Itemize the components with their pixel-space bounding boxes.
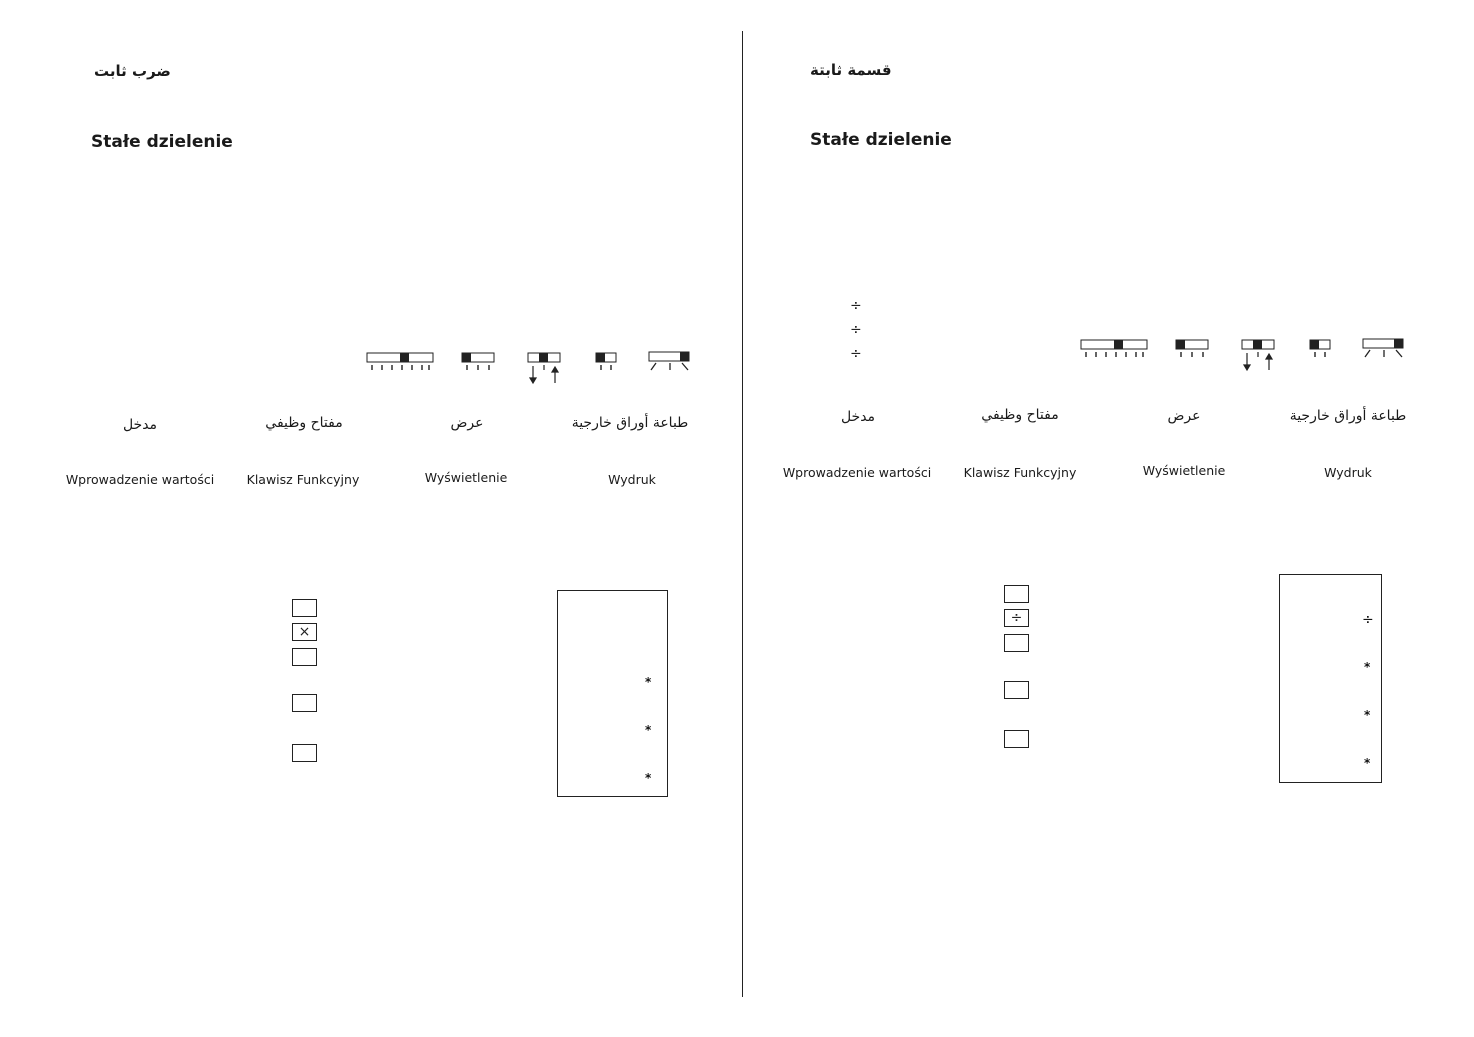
header-display-polish: Wyświetlenie — [424, 470, 508, 485]
function-key-box — [292, 599, 317, 617]
right-title-arabic: قسمة ثابتة — [810, 61, 892, 79]
header-display-arabic: عرض — [450, 415, 484, 431]
item-count-switch-icon — [595, 352, 619, 382]
header-input-polish: Wprowadzenie wartości — [782, 465, 932, 480]
header-printout-polish: Wydruk — [1324, 465, 1372, 480]
function-key-box — [1004, 681, 1029, 699]
print-switch-icon — [648, 351, 692, 381]
print-mark: * — [645, 723, 652, 737]
print-mark: * — [1364, 708, 1371, 722]
printout-paper — [1279, 574, 1382, 783]
header-function-key-polish: Klawisz Funkcyjny — [963, 465, 1077, 480]
header-function-key-arabic: مفتاح وظيفي — [265, 415, 343, 431]
function-key-box — [292, 694, 317, 712]
decimal-selector-switch-icon — [366, 352, 436, 382]
function-key-box — [1004, 634, 1029, 652]
header-function-key-arabic: مفتاح وظيفي — [981, 407, 1059, 423]
multiply-key-box: × — [292, 623, 317, 641]
left-title-polish: Stałe dzielenie — [91, 132, 233, 152]
round-up-down-switch-icon — [527, 352, 563, 386]
printout-paper — [557, 590, 668, 797]
input-divide-mark: ÷ — [850, 346, 862, 362]
header-input-arabic: مدخل — [840, 409, 876, 425]
print-mark: * — [1364, 660, 1371, 674]
print-mark: ÷ — [1362, 612, 1374, 628]
print-mark: * — [645, 675, 652, 689]
header-input-polish: Wprowadzenie wartości — [65, 472, 215, 487]
print-mark: * — [1364, 756, 1371, 770]
rounding-switch-icon — [461, 352, 497, 382]
header-input-arabic: مدخل — [122, 417, 158, 433]
decimal-selector-switch-icon — [1080, 339, 1150, 369]
page-divider — [742, 31, 743, 997]
divide-key-box: ÷ — [1004, 609, 1029, 627]
header-printout-arabic: طباعة أوراق خارجية — [571, 415, 689, 431]
header-display-arabic: عرض — [1167, 408, 1201, 424]
input-divide-mark: ÷ — [850, 298, 862, 314]
input-divide-mark: ÷ — [850, 322, 862, 338]
function-key-box — [1004, 585, 1029, 603]
item-count-switch-icon — [1309, 339, 1333, 369]
round-up-down-switch-icon — [1241, 339, 1277, 373]
header-printout-arabic: طباعة أوراق خارجية — [1289, 408, 1407, 424]
rounding-switch-icon — [1175, 339, 1211, 369]
function-key-box — [292, 648, 317, 666]
header-printout-polish: Wydruk — [608, 472, 656, 487]
print-switch-icon — [1362, 338, 1406, 368]
header-function-key-polish: Klawisz Funkcyjny — [246, 472, 360, 487]
right-title-polish: Stałe dzielenie — [810, 130, 952, 150]
print-mark: * — [645, 771, 652, 785]
function-key-box — [1004, 730, 1029, 748]
left-title-arabic: ضرب ثابت — [94, 62, 171, 80]
header-display-polish: Wyświetlenie — [1142, 463, 1226, 478]
function-key-box — [292, 744, 317, 762]
